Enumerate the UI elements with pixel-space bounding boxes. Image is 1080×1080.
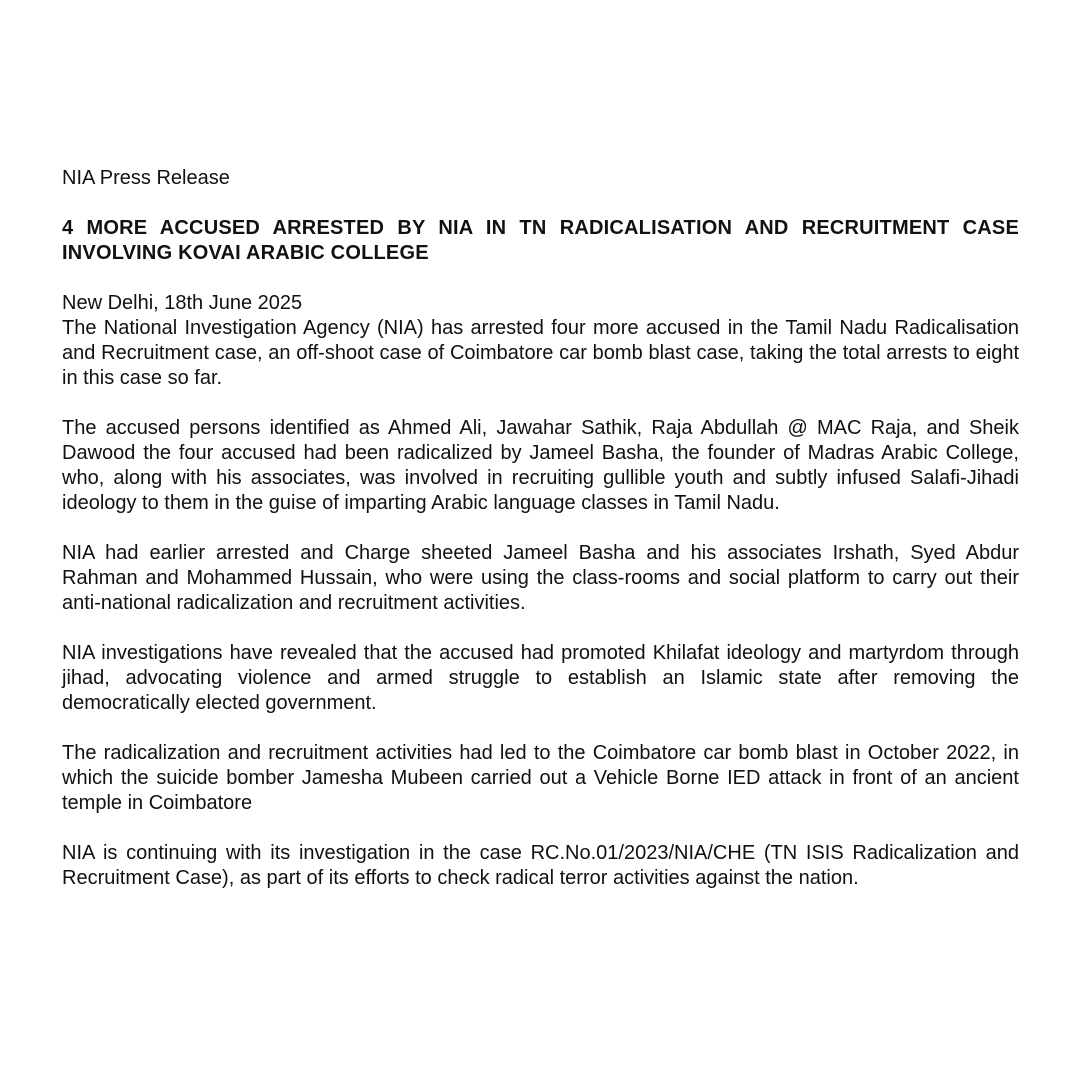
paragraph-accused-identified: The accused persons identified as Ahmed Ali, Jawahar Sathik, Raja Abdullah @ MAC Raja, and Sheik Dawood the four accused had been radicalized by Jameel Basha, the founder of Madras Arabic College, who, along with his associates, was involved in recruiting gullible youth and subtly infused Salafi-Jihadi ideology to them in the guise of imparting Arabic language classes in Tamil Nadu. (62, 417, 1019, 514)
press-release (62, 166, 1019, 891)
paragraph-arrests: The National Investigation Agency (NIA) has arrested four more accused in the Tamil Nadu Radicalisation and Recruitment case, an off-shoot case of Coimbatore car bomb blast case, taking the total arrests to eight in this case so far. (62, 317, 1019, 389)
paragraph-continuing-investigation: NIA is continuing with its investigation in the case RC.No.01/2023/NIA/CHE (TN ISIS Radicalization and Recruitment Case), as part of its efforts to check radical terror activities against the nation. (62, 842, 1019, 889)
paragraph-car-bomb-blast: The radicalization and recruitment activities had led to the Coimbatore car bomb blast in October 2022, in which the suicide bomber Jamesha Mubeen carried out a Vehicle Borne IED attack in front of an ancient temple in Coimbatore (62, 742, 1019, 814)
paragraph-investigation-findings: NIA investigations have revealed that the accused had promoted Khilafat ideology and martyrdom through jihad, advocating violence and armed struggle to establish an Islamic state after removing the democratically elected government. (62, 642, 1019, 714)
release-label: NIA Press Release (62, 167, 230, 189)
paragraph-earlier-arrests: NIA had earlier arrested and Charge sheeted Jameel Basha and his associates Irshath, Syed Abdur Rahman and Mohammed Hussain, who were using the class-rooms and social platform to carry out their anti-national radicalization and recruitment activities. (62, 542, 1019, 614)
release-dateline: New Delhi, 18th June 2025 (62, 292, 303, 314)
release-headline: 4 MORE ACCUSED ARRESTED BY NIA IN TN RADICALISATION AND RECRUITMENT CASE INVOLVING KOVAI ARABIC COLLEGE (62, 217, 1019, 264)
